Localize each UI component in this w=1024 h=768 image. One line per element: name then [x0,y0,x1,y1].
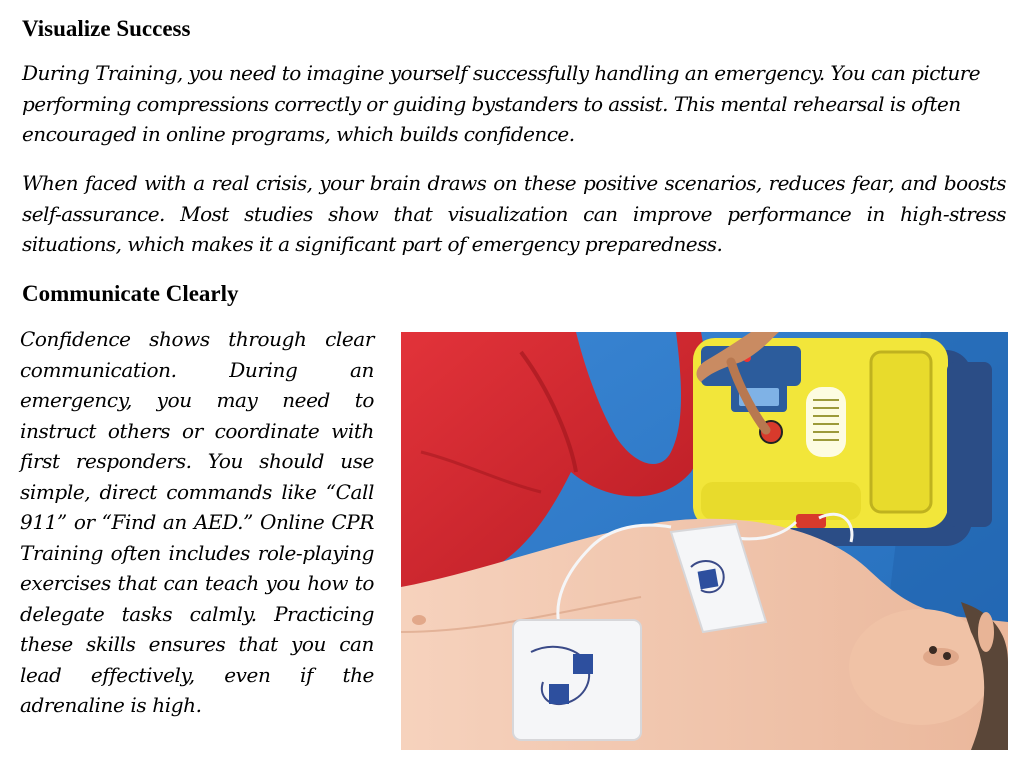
section-heading-communicate-clearly: Communicate Clearly [22,281,239,306]
paragraph-visualization-training: During Training, you need to imagine yourself successfully handling an emergency. You can picture performing compressions correctly or guiding bystanders to assist. This mental rehearsal is often encouraged in online programs, which builds confidence. [22,61,981,146]
section-heading-visualize-success: Visualize Success [22,16,191,41]
aed-manikin-illustration [401,332,1008,750]
cpr-aed-training-photo [401,332,1008,750]
paragraph-visualization-benefits: When faced with a real crisis, your brain draws on these positive scenarios, reduces fear, and boosts self-assurance. Most studies show that visualization can improve performance in high-stress situations, which makes it a significant part of emergency preparedness. [22,171,1006,256]
paragraph-communication: Confidence shows through clear communication. During an emergency, you may need to instruct others or coordinate with first responders. You should use simple, direct commands like “Call 911” or “Find an AED.” Online CPR Training often includes role-playing exercises that can teach you how to delegate tasks calmly. Practicing these skills ensures that you can lead effectively, even if the adrenaline is high. [20,327,374,717]
